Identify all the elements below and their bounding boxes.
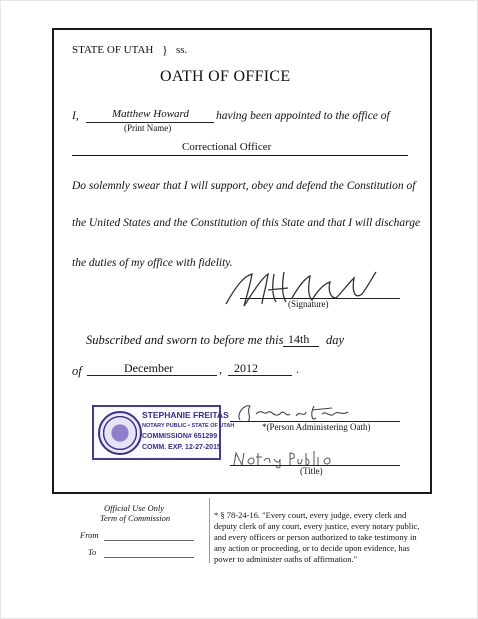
- from-line: [104, 540, 194, 541]
- office-line: [72, 155, 408, 156]
- sworn-period: .: [296, 362, 299, 376]
- term-of-commission-heading: Term of Commission: [100, 513, 171, 523]
- footnote-line-3: and every officers or person authorized to take testimony in: [214, 532, 417, 542]
- sworn-day-value: 14th: [288, 332, 310, 346]
- to-line: [104, 557, 194, 558]
- footnote-line-2: deputy clerk of any court, every justice, every notary public,: [214, 521, 420, 531]
- sworn-of: of: [72, 364, 82, 378]
- stamp-commission-number: COMMISSION# 651299: [142, 433, 218, 440]
- sworn-comma: ,: [219, 362, 222, 376]
- official-use-heading: Official Use Only: [104, 503, 164, 513]
- oath-line-3: the duties of my office with fidelity.: [72, 257, 233, 269]
- office-value: Correctional Officer: [182, 141, 272, 153]
- sworn-text: Subscribed and sworn to before me this: [86, 333, 284, 347]
- footer-divider: [209, 498, 210, 563]
- from-label: From: [80, 530, 99, 540]
- footnote-line-5: power to administer oaths of affirmation.": [214, 554, 358, 564]
- notary-stamp: [92, 405, 235, 460]
- sworn-year-value: 2012: [234, 361, 258, 375]
- appointed-text: having been appointed to the office of: [216, 110, 390, 122]
- to-label: To: [88, 547, 97, 557]
- pronoun-i: I,: [72, 110, 79, 122]
- sworn-day-word: day: [326, 333, 345, 347]
- title-caption: (Title): [300, 466, 323, 476]
- signature-caption: (Signature): [288, 299, 329, 309]
- venue-brace: }: [162, 43, 168, 57]
- venue-ss: ss.: [176, 44, 188, 56]
- stamp-notary-title: NOTARY PUBLIC • STATE OF UTAH: [142, 423, 235, 429]
- print-name-caption: (Print Name): [124, 123, 172, 133]
- footnote-line-1: * § 78-24-16. "Every court, every judge, every clerk and: [214, 510, 407, 520]
- footnote-line-4: any action or proceeding, or to decide upon evidence, has: [214, 543, 410, 553]
- sworn-month-value: December: [124, 361, 174, 375]
- page-title: OATH OF OFFICE: [160, 68, 291, 85]
- administering-caption: *(Person Administering Oath): [262, 422, 371, 432]
- oath-line-2: the United States and the Constitution of this State and that I will discharge: [72, 217, 421, 229]
- stamp-notary-name: STEPHANIE FREITAS: [142, 410, 229, 420]
- oath-line-1: Do solemnly swear that I will support, obey and defend the Constitution of: [72, 180, 416, 192]
- print-name-value: Matthew Howard: [112, 108, 189, 120]
- state-label: STATE OF UTAH: [72, 44, 154, 56]
- stamp-commission-expiry: COMM. EXP. 12-27-2015: [142, 444, 221, 451]
- notary-seal-icon: [98, 411, 142, 455]
